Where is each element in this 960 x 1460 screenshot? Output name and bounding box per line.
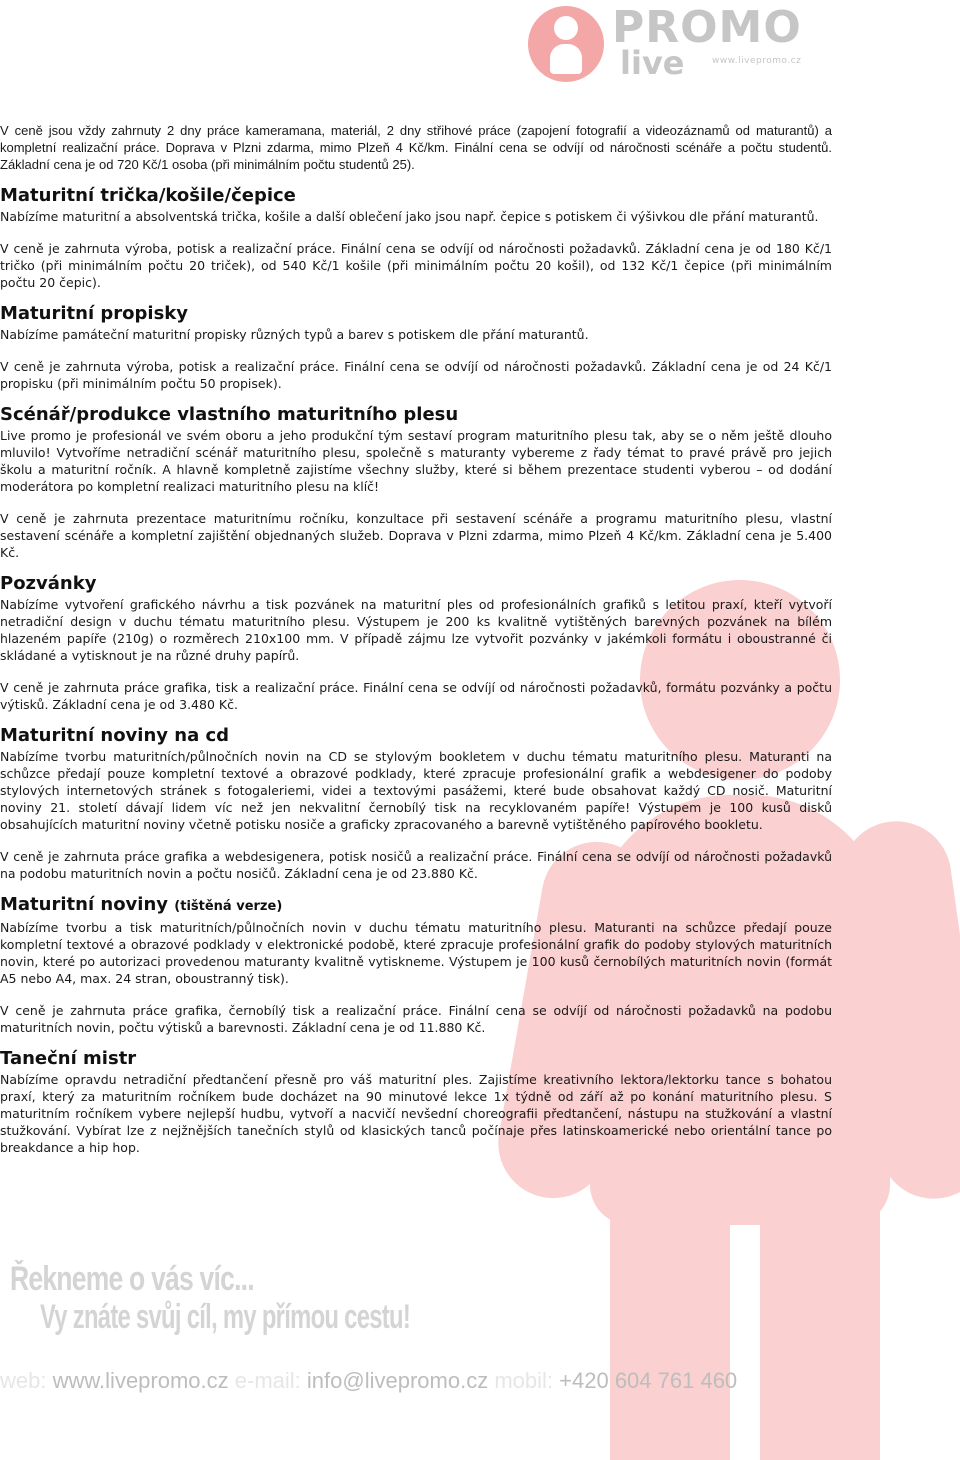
email-link[interactable]: info@livepromo.cz	[306, 1368, 489, 1393]
logo-word-promo: PROMO	[612, 2, 802, 53]
web-link[interactable]: www.livepromo.cz	[52, 1368, 229, 1393]
section-paragraph: Nabízíme opravdu netradiční předtančení přesně pro váš maturitní ples. Zajistíme kreativního lektora/lektorku tance s bohatou praxí, který za maturitním ročníkem bude docházet na 90 minutové lekce 1x týdně od září až po konání maturitního plesu. S maturitním ročníkem vybere nejlepší hudbu, vytvoří a nacvičí nevšední choreografii předtančení, nástupu na stužkování a vlastní stužkování. Vybírat lze z nejžnějších tanečních stylů od klasických tanců počínaje přes latinskoamerické nebo orientální tance po breakdance a hip hop.	[0, 1072, 832, 1155]
slogan-line-1: Řekneme o vás víc...	[10, 1260, 254, 1298]
logo-url: www.livepromo.cz	[712, 56, 802, 66]
section-paragraph: Nabízíme tvorbu maturitních/půlnočních novin na CD se stylovým bookletem v duchu tématu maturitního plesu. Maturanti na schůzce předají pouze kompletní textové a obrazové podklady, které zpracuje profesionální grafik a webdesigener do podoby stylových internetových stránek s fotogaleriemi, videi a textovými pasážemi, které bude obsahovat každý CD nosič. Maturitní noviny 21. století dávají lidem víc než jen nekvalitní černobílý tisk na recyklovaném papíře! Výstupem je 100 kusů disků obsahujících maturitní noviny včetně potisku nosiče a graficky zpracovaného a barevně vytištěného papírového bookletu.	[0, 749, 832, 832]
section-paragraph: V ceně je zahrnuta výroba, potisk a realizační práce. Finální cena se odvíjí od náročnosti požadavků. Základní cena je od 180 Kč/1 tričko (při minimálním počtu 20 triček), od 540 Kč/1 košile (při minimálním počtu 20 košil), od 132 Kč/1 čepice (při minimálním počtu 20 čepic).	[0, 241, 832, 290]
promo-live-logo	[528, 2, 802, 82]
section-title: Taneční mistr	[0, 1048, 137, 1069]
mobile-number[interactable]: +420 604 761 460	[559, 1368, 738, 1393]
contact-footer	[0, 1368, 737, 1394]
slogan-line-2: Vy znáte svůj cíl, my přímou cestu!	[40, 1298, 411, 1336]
logo-word-live: live	[620, 44, 685, 82]
section-title: Maturitní noviny	[0, 894, 169, 915]
intro-paragraph: V ceně jsou vždy zahrnuty 2 dny práce kameramana, materiál, 2 dny střihové práce (zapojení fotografií a videozáznamů od maturantů) a kompletní realizační práce. Doprava v Plzni zdarma, mimo Plzeň 4 Kč/km. Finální cena se odvíjí od náročnosti scénáře a počtu studentů. Základní cena je od 720 Kč/1 osoba (při minimálním počtu studentů 25).	[0, 123, 832, 172]
section-paragraph: V ceně je zahrnuta práce grafika a webdesigenera, potisk nosičů a realizační práce. Finální cena se odvíjí od náročnosti požadavků na podobu maturitních novin a počtu nosičů. Základní cena je od 23.880 Kč.	[0, 849, 832, 881]
section-title: Maturitní trička/košile/čepice	[0, 185, 296, 206]
section-paragraph: V ceně je zahrnuta výroba, potisk a realizační práce. Finální cena se odvíjí od náročnosti požadavků. Základní cena je od 24 Kč/1 propisku (při minimálním počtu 50 propisek).	[0, 359, 832, 391]
document-body	[0, 122, 832, 1156]
section-paragraph: V ceně je zahrnuta práce grafika, černobílý tisk a realizační práce. Finální cena se odvíjí od náročnosti požadavků na podobu maturitních novin, počtu výtisků a barevnosti. Základní cena je od 11.880 Kč.	[0, 1003, 832, 1035]
mobile-label: mobil:	[494, 1368, 554, 1393]
section-title: Maturitní propisky	[0, 303, 188, 324]
section-title-suffix: (tištěná verze)	[174, 899, 283, 914]
section-title: Scénář/produkce vlastního maturitního plesu	[0, 404, 459, 425]
section-paragraph: Nabízíme vytvoření grafického návrhu a tisk pozvánek na maturitní ples od profesionálních grafiků s letitou praxí, kteří vytvoří netradiční design v duchu tématu maturitního plesu. Výstupem je 200 ks kvalitně vytištěných barevných pozvánek na bílém hlazeném papíře (210g) o rozměrech 210x100 mm. V případě zájmu lze vytvořit pozvánky v jakémkoli formátu i oboustranné či skládané a vytisknout je na různé druhy papírů.	[0, 597, 832, 663]
section-title-with-suffix	[0, 894, 832, 918]
email-label: e-mail:	[234, 1368, 301, 1393]
section-title: Maturitní noviny na cd	[0, 725, 230, 746]
section-paragraph: Nabízíme památeční maturitní propisky různých typů a barev s potiskem dle přání maturantů.	[0, 327, 589, 342]
slogan	[10, 1260, 569, 1336]
section-paragraph: Nabízíme maturitní a absolventská trička, košile a další oblečení jako jsou např. čepice s potiskem či výšivkou dle přání maturantů.	[0, 209, 819, 224]
section-paragraph: V ceně je zahrnuta prezentace maturitnímu ročníku, konzultace při sestavení scénáře a programu maturitního plesu, vlastní sestavení scénáře a kompletní zajištění objednaných služeb. Doprava v Plzni zdarma, mimo Plzeň 4 Kč/km. Základní cena je 5.400 Kč.	[0, 511, 832, 560]
section-paragraph: Nabízíme tvorbu a tisk maturitních/půlnočních novin v duchu tématu maturitního plesu. Maturanti na schůzce předají pouze kompletní textové a obrazové podklady v elektronické podobě, které zpracuje profesionální grafik do podoby stylových maturitních novin, které po autorizaci provedenou maturanty kvalitně vytiskneme. Výstupem je 100 kusů černobílých maturitních novin (formát A5 nebo A4, max. 24 stran, oboustranný tisk).	[0, 920, 832, 986]
section-title: Pozvánky	[0, 573, 97, 594]
section-paragraph: V ceně je zahrnuta práce grafika, tisk a realizační práce. Finální cena se odvíjí od náročnosti požadavků, formátu pozvánky a počtu výtisků. Základní cena je od 3.480 Kč.	[0, 680, 832, 712]
web-label: web:	[0, 1368, 47, 1393]
section-paragraph: Live promo je profesionál ve svém oboru a jeho produkční tým sestaví program maturitního plesu tak, aby se o něm ještě dlouho mluvilo! Vytvoříme netradiční scénář maturitního plesu, společně s maturanty vybereme z řady témat to pravé právě pro jejich školu a maturitní ročník. A hlavně kompletně zajistíme všechny služby, které si během prezentace studenti vyberou – od dodání moderátora po kompletní realizaci maturitního plesu na klíč!	[0, 428, 832, 494]
